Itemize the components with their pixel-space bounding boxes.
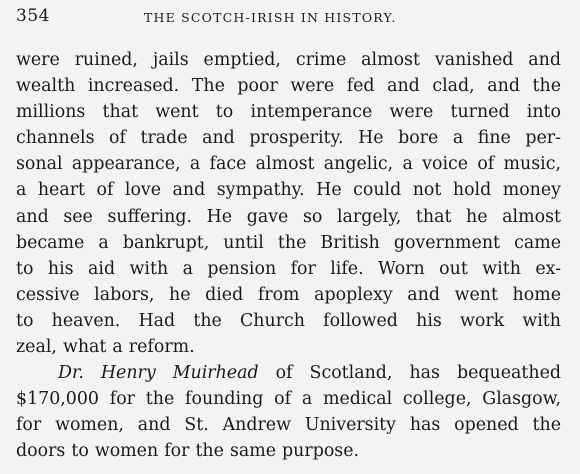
text-line: zeal, what a reform. [16, 337, 195, 358]
person-name: Dr. Henry Muirhead [58, 363, 259, 384]
page-header [16, 6, 566, 32]
text-line: cessive labors, he died from apoplexy and went home [16, 284, 561, 305]
page-number: 354 [16, 6, 50, 26]
text-line: sonal appearance, a face almost angelic, a voice of music, [16, 154, 561, 175]
text-run: of Scotland, has bequeathed [258, 363, 561, 384]
text-line: $170,000 for the founding of a medical college, Glasgow, [16, 389, 561, 410]
text-line: doors to women for the same purpose. [16, 441, 360, 462]
text-line: to heaven. Had the Church followed his work with [16, 310, 561, 331]
text-line: were ruined, jails emptied, crime almost vanished and [16, 50, 561, 70]
text-line: and see suffering. He gave so largely, that he almost [16, 206, 561, 227]
text-line [16, 360, 561, 386]
text-line: channels of trade and prosperity. He bore a fine per- [16, 128, 561, 149]
paragraph [16, 360, 561, 464]
running-head: THE SCOTCH-IRISH IN HISTORY. [144, 10, 397, 25]
text-line: for women, and St. Andrew University has opened the [16, 415, 561, 436]
text-line: a heart of love and sympathy. He could not hold money [16, 180, 561, 201]
text-line: millions that went to intemperance were turned into [16, 102, 561, 123]
text-line: to his aid with a pension for life. Worn out with ex- [16, 258, 561, 279]
text-line: wealth increased. The poor were fed and clad, and the [16, 76, 561, 97]
text-line: became a bankrupt, until the British government came [16, 232, 561, 253]
body-text [16, 47, 561, 465]
paragraph [16, 47, 561, 360]
